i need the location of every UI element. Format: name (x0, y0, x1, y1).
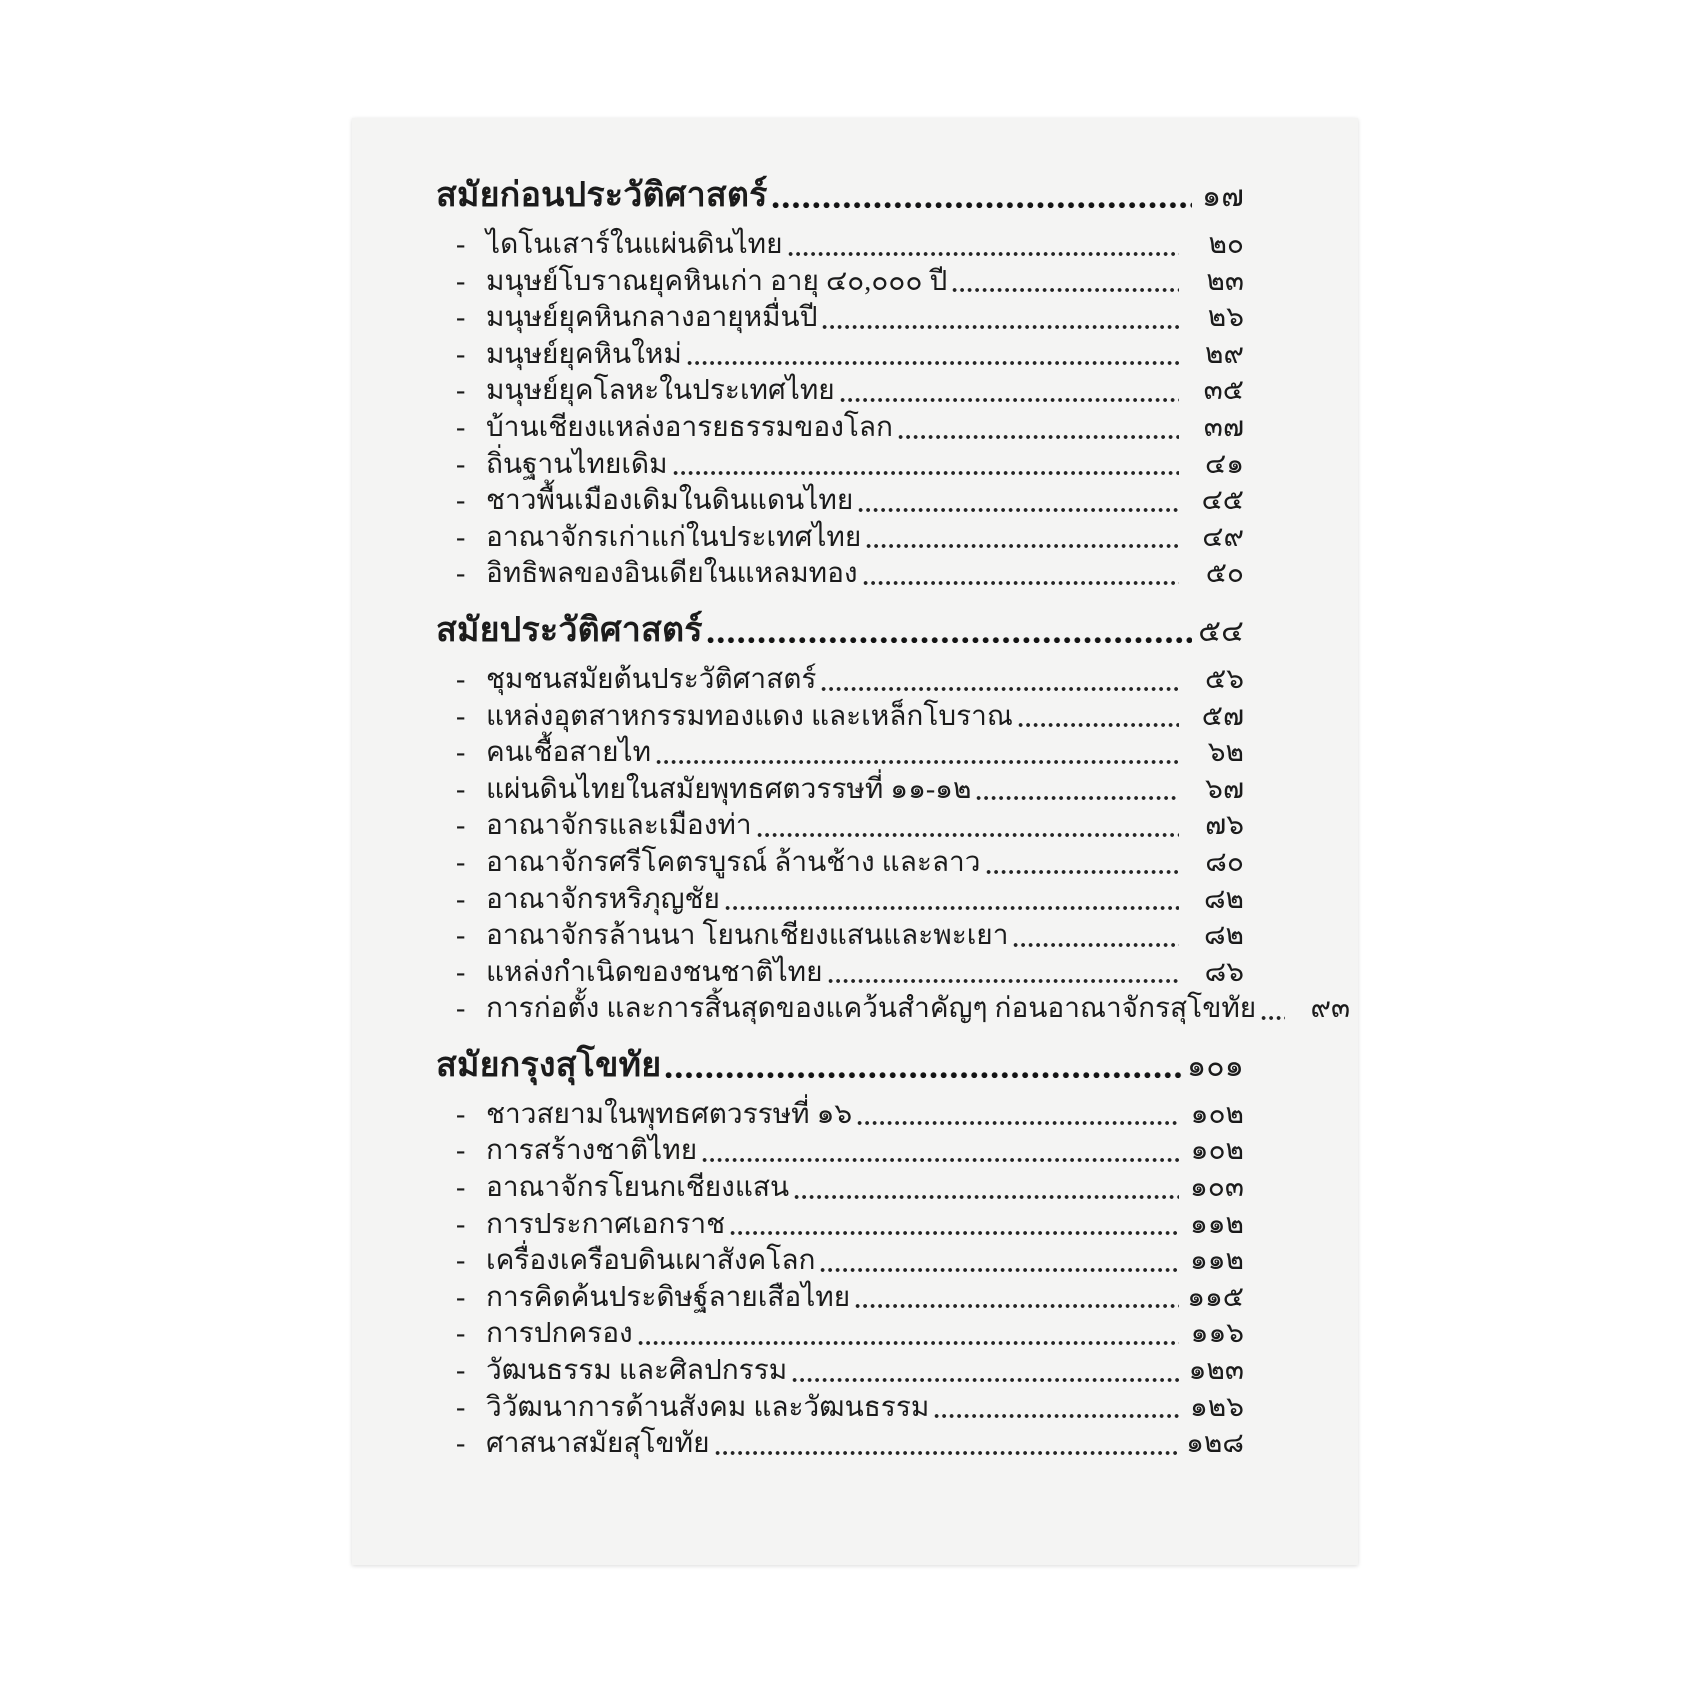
toc-entry (456, 991, 1351, 1028)
section-page-number: ๑๐๑ (1187, 1049, 1244, 1083)
toc-entry (456, 772, 1244, 809)
entry-dash: - (456, 1318, 466, 1350)
toc-entry (456, 662, 1244, 699)
entry-dash: - (456, 773, 466, 805)
toc-entry (456, 520, 1244, 557)
dotted-leader (702, 1157, 1179, 1163)
entry-dash: - (456, 558, 466, 590)
dotted-leader (687, 360, 1179, 366)
dotted-leader (730, 1230, 1179, 1236)
entry-title: วิวัฒนาการด้านสังคม และวัฒนธรรม (486, 1391, 930, 1423)
entry-title: บ้านเชียงแหล่งอารยธรรมของโลก (486, 411, 894, 443)
entry-page-number: ๘๒ (1203, 920, 1244, 952)
entry-title: แหล่งกำเนิดของชนชาติไทย (486, 956, 823, 988)
toc-entry (456, 1097, 1244, 1134)
toc-entry (456, 882, 1244, 919)
toc-entry (456, 447, 1244, 484)
entry-dash: - (456, 1172, 466, 1204)
entry-dash: - (456, 375, 466, 407)
entry-title: การก่อตั้ง และการสิ้นสุดของแคว้นสำคัญๆ ก่อนอาณาจักรสุโขทัย (486, 993, 1257, 1025)
toc-entry (456, 699, 1244, 736)
entry-page-number: ๕๐ (1205, 558, 1244, 590)
dotted-leader (822, 324, 1179, 330)
entry-dash: - (456, 993, 466, 1025)
dotted-leader (1261, 1015, 1285, 1021)
toc-entry (456, 1353, 1244, 1390)
entry-page-number: ๔๕ (1201, 485, 1244, 517)
dotted-leader (757, 832, 1179, 838)
entry-title: ถิ่นฐานไทยเดิม (486, 448, 668, 480)
entry-dash: - (456, 521, 466, 553)
toc-section (436, 1040, 1244, 1463)
entry-page-number: ๘๐ (1205, 846, 1244, 878)
toc-entry (456, 410, 1244, 447)
dotted-leader (1018, 722, 1179, 728)
entry-dash: - (456, 265, 466, 297)
toc-section-items (436, 1097, 1244, 1463)
entry-dash: - (456, 956, 466, 988)
toc-entry (456, 373, 1244, 410)
entry-page-number: ๘๖ (1204, 956, 1244, 988)
entry-title: อาณาจักรโยนกเชียงแสน (486, 1172, 790, 1204)
entry-title: อาณาจักรศรีโคตรบูรณ์ ล้านช้าง และลาว (486, 846, 981, 878)
entry-page-number: ๕๖ (1205, 663, 1244, 695)
entry-dash: - (456, 1391, 466, 1423)
entry-dash: - (456, 883, 466, 915)
entry-page-number: ๘๒ (1203, 883, 1244, 915)
entry-page-number: ๒๐ (1208, 229, 1244, 260)
entry-title: การคิดค้นประดิษฐ์ลายเสือไทย (486, 1281, 851, 1313)
toc-section-items (436, 227, 1244, 593)
toc-entry (456, 735, 1244, 772)
entry-dash: - (456, 700, 466, 732)
entry-title: วัฒนธรรม และศิลปกรรม (486, 1355, 788, 1387)
entry-dash: - (456, 920, 466, 952)
toc-entry (456, 1207, 1244, 1244)
toc-entry (456, 808, 1244, 845)
dotted-leader (855, 1303, 1179, 1309)
toc-section-header (436, 605, 1244, 655)
dotted-leader (673, 470, 1179, 476)
dotted-leader (715, 1450, 1179, 1456)
section-title: สมัยประวัติศาสตร์ (436, 610, 703, 649)
entry-page-number: ๓๕ (1203, 375, 1244, 407)
toc-entry (456, 227, 1244, 264)
dotted-leader (821, 686, 1179, 692)
entry-page-number: ๖๒ (1207, 737, 1244, 769)
dotted-leader (858, 507, 1179, 513)
dotted-leader (840, 397, 1179, 403)
dotted-leader (725, 905, 1179, 911)
section-title: สมัยก่อนประวัติศาสตร์ (436, 176, 768, 214)
entry-title: ชาวสยามในพุทธศตวรรษที่ ๑๖ (486, 1098, 853, 1130)
entry-dash: - (456, 1355, 466, 1387)
toc-entry (456, 1280, 1244, 1317)
entry-title: อาณาจักรหริภุญชัย (486, 883, 720, 915)
entry-dash: - (456, 338, 466, 370)
dotted-leader (934, 1413, 1179, 1419)
entry-page-number: ๑๑๖ (1190, 1318, 1244, 1350)
dotted-leader (863, 580, 1179, 586)
entry-title: ชุมชนสมัยต้นประวัติศาสตร์ (486, 663, 817, 695)
dotted-leader (638, 1340, 1179, 1346)
entry-title: มนุษย์ยุคโลหะในประเทศไทย (486, 375, 835, 407)
toc-section (436, 605, 1351, 1028)
toc-entry (456, 1133, 1244, 1170)
toc-entry (456, 264, 1244, 301)
entry-dash: - (456, 737, 466, 769)
entry-title: ศาสนาสมัยสุโขทัย (486, 1428, 710, 1460)
section-title: สมัยกรุงสุโขทัย (436, 1045, 662, 1084)
dotted-leader (707, 636, 1192, 645)
entry-page-number: ๑๑๒ (1189, 1245, 1244, 1277)
entry-page-number: ๖๗ (1205, 773, 1244, 805)
dotted-leader (952, 287, 1179, 293)
entry-title: มนุษย์ยุคหินใหม่ (486, 338, 682, 370)
entry-page-number: ๒๓ (1206, 265, 1244, 297)
entry-page-number: ๑๐๒ (1190, 1098, 1244, 1130)
toc-entry (456, 845, 1244, 882)
dotted-leader (656, 759, 1179, 765)
entry-dash: - (456, 302, 466, 334)
toc-entry (456, 1170, 1244, 1207)
entry-title: เครื่องเครือบดินเผาสังคโลก (486, 1245, 816, 1277)
entry-page-number: ๗๖ (1205, 810, 1244, 842)
entry-title: อาณาจักรเก่าแก่ในประเทศไทย (486, 521, 862, 553)
dotted-leader (866, 543, 1179, 549)
entry-dash: - (456, 846, 466, 878)
dotted-leader (986, 869, 1180, 875)
toc-section-header (436, 170, 1244, 220)
entry-dash: - (456, 1208, 466, 1240)
dotted-leader (792, 1377, 1179, 1383)
dotted-leader (857, 1120, 1179, 1126)
dotted-leader (665, 1071, 1183, 1080)
section-page-number: ๕๔ (1198, 614, 1244, 648)
toc-entry (456, 337, 1244, 374)
entry-dash: - (456, 448, 466, 480)
entry-dash: - (456, 810, 466, 842)
entry-dash: - (456, 1281, 466, 1313)
entry-page-number: ๑๐๓ (1189, 1172, 1244, 1204)
book-page (352, 118, 1358, 1565)
entry-page-number: ๑๒๖ (1189, 1391, 1244, 1423)
toc-entry (456, 955, 1244, 992)
entry-title: การประกาศเอกราช (486, 1208, 726, 1240)
entry-title: ชาวพื้นเมืองเดิมในดินแดนไทย (486, 485, 854, 517)
dotted-leader (898, 434, 1179, 440)
entry-page-number: ๓๗ (1203, 411, 1244, 443)
entry-title: ไดโนเสาร์ในแผ่นดินไทย (486, 229, 783, 260)
entry-title: แหล่งอุตสาหกรรมทองแดง และเหล็กโบราณ (486, 700, 1013, 732)
dotted-leader (1013, 942, 1179, 948)
toc-entry (456, 483, 1244, 520)
toc-section-header (436, 1040, 1244, 1090)
entry-page-number: ๑๑๕ (1187, 1281, 1244, 1313)
toc-entry (456, 556, 1244, 593)
entry-dash: - (456, 229, 466, 260)
entry-dash: - (456, 411, 466, 443)
toc-section (436, 170, 1244, 593)
dotted-leader (976, 795, 1179, 801)
toc-entry (456, 300, 1244, 337)
entry-dash: - (456, 1135, 466, 1167)
entry-title: แผ่นดินไทยในสมัยพุทธศตวรรษที่ ๑๑-๑๒ (486, 773, 972, 805)
toc-entry (456, 1243, 1244, 1280)
entry-page-number: ๕๗ (1201, 700, 1244, 732)
entry-page-number: ๔๑ (1205, 448, 1244, 480)
toc-entry (456, 1390, 1244, 1427)
dotted-leader (828, 978, 1179, 984)
toc-entry (456, 1316, 1244, 1353)
dotted-leader (794, 1194, 1179, 1200)
entry-title: มนุษย์โบราณยุคหินเก่า อายุ ๔๐,๐๐๐ ปี (486, 265, 948, 297)
entry-dash: - (456, 663, 466, 695)
dotted-leader (820, 1267, 1179, 1273)
dotted-leader (788, 251, 1179, 257)
toc-entry (456, 1426, 1244, 1463)
entry-page-number: ๑๑๒ (1189, 1208, 1244, 1240)
entry-page-number: ๑๐๒ (1190, 1135, 1244, 1167)
table-of-contents (352, 118, 1358, 1463)
entry-title: มนุษย์ยุคหินกลางอายุหมื่นปี (486, 302, 818, 334)
dotted-leader (772, 201, 1192, 210)
entry-dash: - (456, 1245, 466, 1277)
entry-dash: - (456, 485, 466, 517)
entry-page-number: ๑๒๘ (1186, 1428, 1244, 1460)
entry-title: การปกครอง (486, 1318, 633, 1350)
entry-title: อาณาจักรล้านนา โยนกเชียงแสนและพะเยา (486, 920, 1009, 952)
entry-page-number: ๔๙ (1202, 521, 1244, 553)
entry-title: อิทธิพลของอินเดียในแหลมทอง (486, 558, 858, 590)
entry-title: การสร้างชาติไทย (486, 1135, 698, 1167)
entry-page-number: ๑๒๓ (1188, 1355, 1244, 1387)
toc-entry (456, 918, 1244, 955)
entry-page-number: ๒๖ (1207, 302, 1244, 334)
entry-page-number: ๙๓ (1310, 993, 1351, 1025)
entry-dash: - (456, 1428, 466, 1460)
section-page-number: ๑๗ (1201, 180, 1244, 213)
toc-section-items (436, 662, 1351, 1028)
entry-title: คนเชื้อสายไท (486, 737, 652, 769)
entry-page-number: ๒๙ (1205, 338, 1244, 370)
entry-dash: - (456, 1098, 466, 1130)
entry-title: อาณาจักรและเมืองท่า (486, 810, 752, 842)
